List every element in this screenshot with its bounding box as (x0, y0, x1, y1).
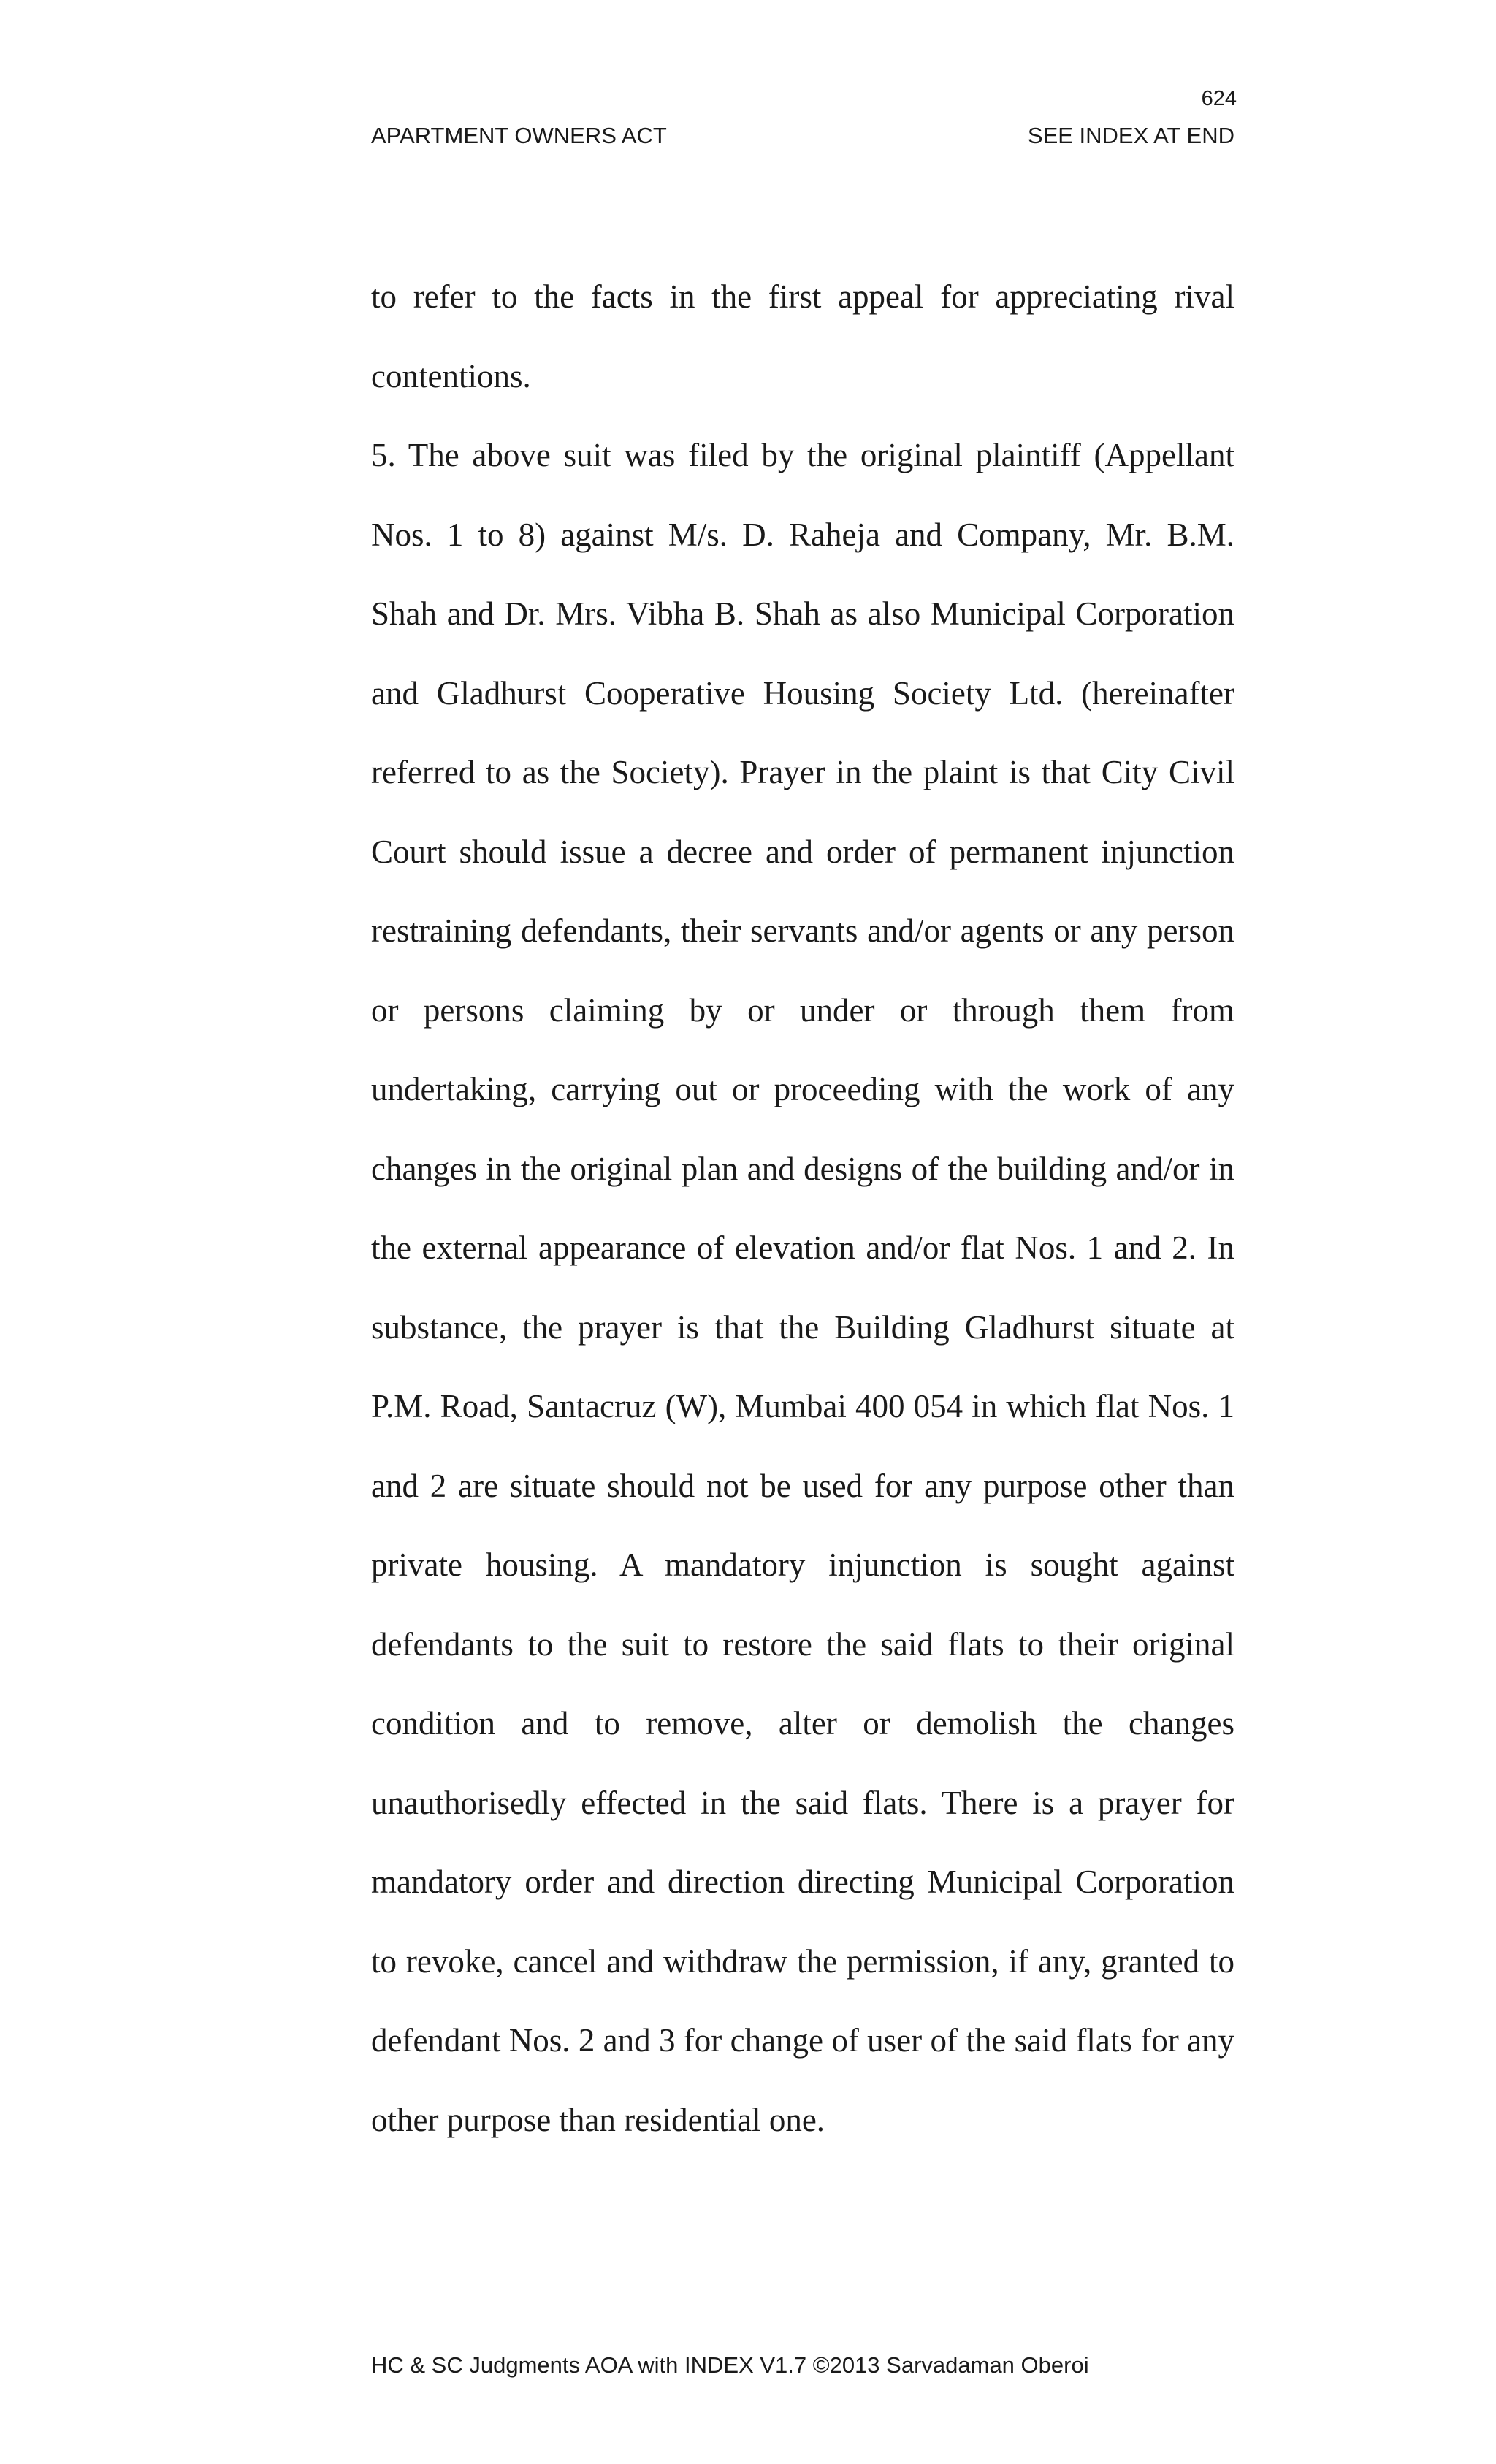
document-body (371, 257, 1234, 2159)
header-left-title: APARTMENT OWNERS ACT (371, 123, 667, 148)
header-right-title: SEE INDEX AT END (1027, 123, 1234, 148)
footer-text: HC & SC Judgments AOA with INDEX V1.7 ©2013 Sarvadaman Oberoi (371, 2352, 1089, 2378)
page-number: 624 (1201, 87, 1237, 110)
running-header (371, 123, 1234, 149)
paragraph-continuation: to refer to the facts in the first appeal for appreciating rival contentions. (371, 278, 1234, 394)
paragraph-5: 5. The above suit was filed by the original plaintiff (Appellant Nos. 1 to 8) against M/s. D. Raheja and Company, Mr. B.M. Shah and Dr. Mrs. Vibha B. Shah as also Municipal Corporation and Gladhurst Cooperative Housing Society Ltd. (hereinafter referred to as the Society). Prayer in the plaint is that City Civil Court should issue a decree and order of permanent injunction restraining defendants, their servants and/or agents or any person or persons claiming by or under or through them from undertaking, carrying out or proceeding with the work of any changes in the original plan and designs of the building and/or in the external appearance of elevation and/or flat Nos. 1 and 2. In substance, the prayer is that the Building Gladhurst situate at P.M. Road, Santacruz (W), Mumbai 400 054 in which flat Nos. 1 and 2 are situate should not be used for any purpose other than private housing. A mandatory injunction is sought against defendants to the suit to restore the said flats to their original condition and to remove, alter or demolish the changes unauthorisedly effected in the said flats. There is a prayer for mandatory order and direction directing Municipal Corporation to revoke, cancel and withdraw the permission, if any, granted to defendant Nos. 2 and 3 for change of user of the said flats for any other purpose than residential one. (371, 437, 1234, 2138)
